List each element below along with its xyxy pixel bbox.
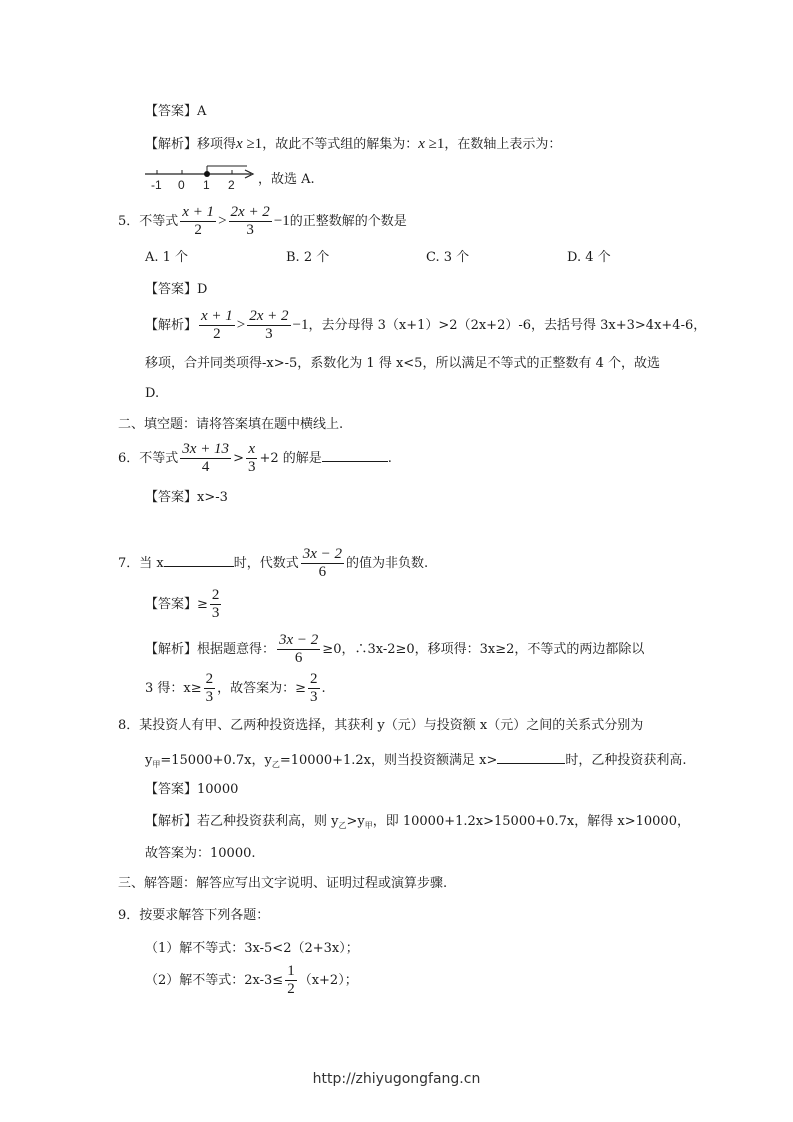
- fraction: $\frac{1}{2}$: [287, 963, 295, 997]
- fraction: $\frac{2}{3}$: [211, 587, 220, 621]
- fraction: $\frac{2}{3}$: [205, 671, 214, 705]
- q8-question-line2: $y_甲=15000+0.7x$，$y_乙=10000+1.2x$，则当投资额满足 x> 时，乙种投资获利高.: [145, 749, 687, 774]
- q7-question: 7．当 x 时，代数式 $\frac{3x - 2}{6}$ 的值为非负数.: [118, 546, 429, 580]
- tick-label: 2: [228, 178, 235, 192]
- q5-option-c: C. 3 个: [426, 250, 470, 265]
- q4-explanation: 【解析】移项得x ≥1，故此不等式组的解集为：x ≥1，在数轴上表示为：: [145, 136, 562, 152]
- q7-explanation-line2: 3 得：x≥ $\frac{2}{3}$ ，故答案为：≥ $\frac{2}{3}$ .: [145, 671, 326, 705]
- fraction: $\frac{x + 1}{2}$: [201, 308, 233, 342]
- footer-url: http://zhiyugongfang.cn: [312, 1071, 481, 1087]
- tick-label: 0: [178, 178, 185, 192]
- fraction: $\frac{x + 1}{2}$: [182, 204, 215, 238]
- q4-select-text: ，故选 A.: [258, 172, 315, 187]
- q5-explanation-line1: 【解析】 $\frac{x + 1}{2}$ > $\frac{2x + 2}{3}$ −1，去分母得 3（x+1）>2（2x+2）-6，去括号得 3x+3>4x+4-6，: [145, 308, 707, 342]
- q7-explanation-line1: 【解析】根据题意得： $\frac{3x - 2}{6}$ ≥0，∴3x-2≥0，移项得：3x≥2，不等式的两边都除以: [145, 632, 645, 666]
- explanation-label: 【解析】: [145, 137, 198, 152]
- tick-label: 1: [203, 178, 210, 192]
- answer-blank[interactable]: [322, 447, 388, 462]
- q8-explanation-line2: 故答案为：10000.: [145, 846, 256, 861]
- q5-option-a: A. 1 个: [145, 250, 189, 265]
- q5-option-b: B. 2 个: [286, 250, 330, 265]
- q8-explanation-line1: 【解析】若乙种投资获利高，则 $y_乙>y_甲$，即 10000+1.2x>15000+0.7x，解得 x>10000，: [145, 814, 690, 830]
- answer-blank[interactable]: [164, 552, 234, 567]
- q9-part2: （2）解不等式：2x-3≤ $\frac{1}{2}$ （x+2）；: [145, 963, 358, 997]
- q4-answer: 【答案】A: [145, 104, 207, 119]
- fraction: $\frac{3x - 2}{6}$: [279, 632, 319, 666]
- q7-answer: 【答案】≥ $\frac{2}{3}$: [145, 587, 220, 621]
- section-2-heading: 二、填空题：请将答案填在题中横线上.: [118, 417, 344, 432]
- q9-part1: （1）解不等式：3x-5<2（2+3x）；: [145, 941, 359, 956]
- fraction: $\frac{2}{3}$: [310, 671, 318, 705]
- fraction: $\frac{3x - 2}{6}$: [302, 546, 343, 580]
- q5-question: 5．不等式 $\frac{x + 1}{2}$ > $\frac{2x + 2}{3}$ −1的正整数解的个数是: [118, 204, 407, 238]
- number-line: [143, 165, 258, 195]
- q5-explanation-line3: D.: [145, 386, 160, 401]
- fraction: $\frac{3x + 13}{4}$: [182, 441, 230, 475]
- q9-title: 9．按要求解答下列各题：: [118, 908, 270, 923]
- fraction: $\frac{x}{3}$: [247, 441, 256, 475]
- tick-label: -1: [151, 178, 162, 192]
- q8-answer: 【答案】10000: [145, 782, 239, 797]
- answer-blank[interactable]: [497, 749, 565, 764]
- q6-question: 6．不等式 $\frac{3x + 13}{4}$ > $\frac{x}{3}$ +2 的解是 .: [118, 441, 392, 475]
- solid-point: [204, 171, 210, 177]
- q5-answer: 【答案】D: [145, 282, 208, 297]
- q5-explanation-line2: 移项，合并同类项得-x>-5，系数化为 1 得 x<5，所以满足不等式的正整数有 4 个，故选: [145, 356, 660, 371]
- fraction: $\frac{2x + 2}{3}$: [249, 308, 289, 342]
- q8-question-line1: 8．某投资人有甲、乙两种投资选择，其获利 y（元）与投资额 x（元）之间的关系式分别为: [118, 718, 644, 733]
- q5-option-d: D. 4 个: [567, 250, 611, 265]
- fraction: $\frac{2x + 2}{3}$: [230, 204, 270, 238]
- q6-answer: 【答案】x>-3: [145, 490, 228, 505]
- section-3-heading: 三、解答题：解答应写出文字说明、证明过程或演算步骤.: [118, 876, 448, 891]
